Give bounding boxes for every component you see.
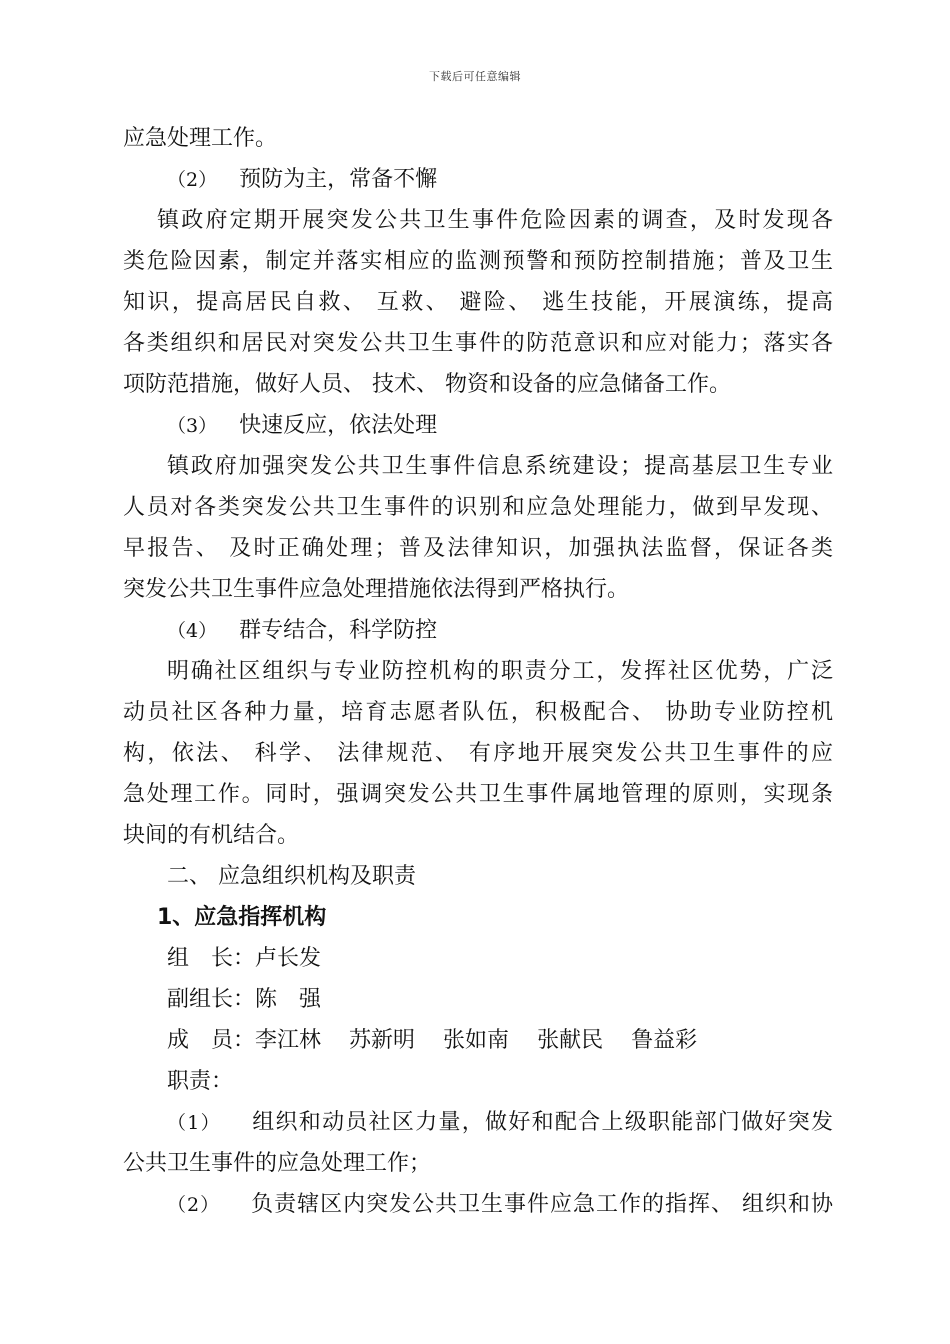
duty-text: 组织和动员社区力量，做好和配合上级职能部门做好突发: [250, 1110, 833, 1135]
paragraph-line: 人员对各类突发公共卫生事件的识别和应急处理能力，做到早发现、: [123, 495, 833, 520]
duty-text: 负责辖区内突发公共卫生事件应急工作的指挥、 组织和协: [250, 1192, 833, 1217]
duty-continuation: 公共卫生事件的应急处理工作；: [123, 1151, 432, 1176]
item-number: （4）: [167, 620, 218, 642]
item-number: （1）: [167, 1112, 221, 1134]
subheading-prevention: [123, 159, 833, 200]
subheading-text: 预防为主，常备不懈: [239, 167, 438, 192]
paragraph-line: 早报告、 及时正确处理；普及法律知识，加强执法监督，保证各类: [123, 536, 833, 561]
subheading-text: 群专结合，科学防控: [239, 618, 438, 643]
paragraph-line: 项防范措施，做好人员、 技术、 物资和设备的应急储备工作。: [123, 372, 731, 397]
leader-name: 卢长发: [255, 946, 322, 971]
deputy-label: 副组长：: [167, 987, 256, 1012]
paragraph-line: 类危险因素，制定并落实相应的监测预警和预防控制措施；普及卫生: [123, 249, 833, 274]
subheading-text: 快速反应，依法处理: [239, 413, 438, 438]
duty-item: [123, 1184, 833, 1225]
member-name: 张如南: [443, 1028, 510, 1053]
deputy-row: [123, 979, 833, 1020]
paragraph-line: 各类组织和居民对突发公共卫生事件的防范意识和应对能力；落实各: [123, 331, 833, 356]
leader-row: [123, 938, 833, 979]
paragraph-line: 构，依法、 科学、 法律规范、 有序地开展突发公共卫生事件的应: [123, 741, 833, 766]
paragraph-line: 镇政府定期开展突发公共卫生事件危险因素的调查，及时发现各: [157, 208, 833, 233]
duties-label: 职责：: [167, 1069, 234, 1094]
subsection-heading: 1、应急指挥机构: [157, 905, 327, 930]
paragraph-line: 应急处理工作。: [123, 126, 278, 151]
paragraph-line: 动员社区各种力量，培育志愿者队伍，积极配合、 协助专业防控机: [123, 700, 833, 725]
members-label: 成 员：: [167, 1028, 256, 1053]
paragraph-line: 镇政府加强突发公共卫生事件信息系统建设；提高基层卫生专业: [167, 454, 833, 479]
leader-label: 组 长：: [167, 946, 256, 971]
member-name: 苏新明: [349, 1028, 416, 1053]
page-header: 下载后可任意编辑: [429, 70, 521, 83]
document-body: [123, 118, 833, 1225]
subheading-response: [123, 405, 833, 446]
paragraph-line: 明确社区组织与专业防控机构的职责分工，发挥社区优势，广泛: [167, 659, 833, 684]
member-name: 张献民: [537, 1028, 604, 1053]
item-number: （2）: [167, 1194, 221, 1216]
section-heading: 二、 应急组织机构及职责: [167, 864, 416, 889]
deputy-name: 陈 强: [255, 987, 322, 1012]
duty-item: [123, 1102, 833, 1143]
member-name: 李江林: [255, 1028, 322, 1053]
paragraph-line: 急处理工作。同时，强调突发公共卫生事件属地管理的原则，实现条: [123, 782, 833, 807]
paragraph-line: 块间的有机结合。: [123, 823, 300, 848]
paragraph-line: 突发公共卫生事件应急处理措施依法得到严格执行。: [123, 577, 630, 602]
member-name: 鲁益彩: [631, 1028, 698, 1053]
item-number: （2）: [167, 169, 218, 191]
members-row: [123, 1020, 833, 1061]
paragraph-line: 知识，提高居民自救、 互救、 避险、 逃生技能，开展演练，提高: [123, 290, 833, 315]
item-number: （3）: [167, 415, 218, 437]
subheading-prevention-control: [123, 610, 833, 651]
